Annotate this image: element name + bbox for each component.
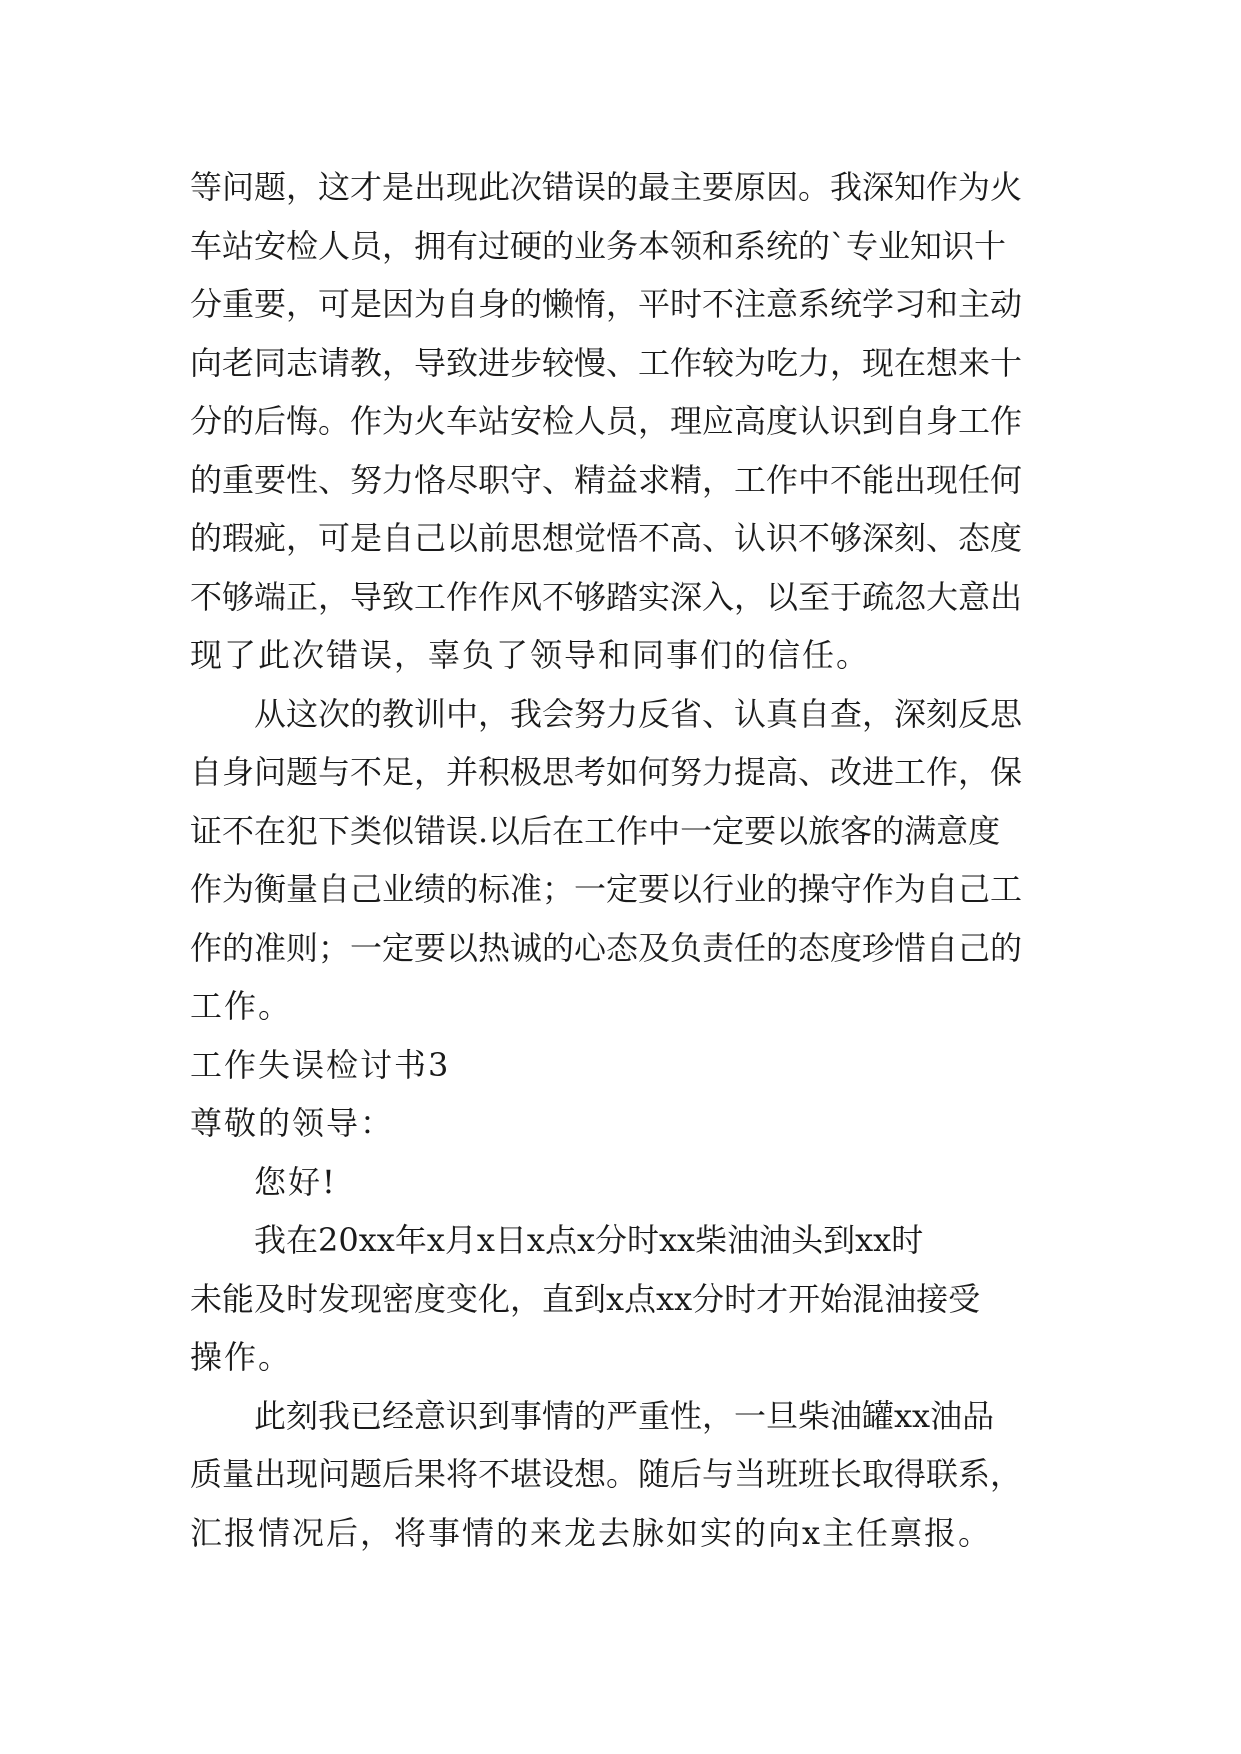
text-line: 分重要，可是因为自身的懒惰，平时不注意系统学习和主动: [190, 285, 1023, 323]
text-line: 从这次的教训中，我会努力反省、认真自查，深刻反思: [254, 694, 1023, 733]
text-line: 的瑕疵，可是自己以前思想觉悟不高、认识不够深刻、态度: [190, 519, 1023, 557]
text-line: 等问题，这才是出现此次错误的最主要原因。我深知作为火: [190, 168, 1023, 206]
text-line: 向老同志请教，导致进步较慢、工作较为吃力，现在想来十: [190, 343, 1023, 382]
text-line: 汇报情况后，将事情的来龙去脉如实的向x主任禀报。: [190, 1513, 993, 1552]
text-line: 此刻我已经意识到事情的严重性，一旦柴油罐xx油品: [254, 1396, 995, 1435]
text-line: 作的准则；一定要以热诚的心态及负责任的态度珍惜自己的: [190, 928, 1023, 967]
document-body: [190, 158, 1070, 1562]
text-line: 的重要性、努力恪尽职守、精益求精，工作中不能出现任何: [190, 460, 1023, 499]
text-line: 分的后悔。作为火车站安检人员，理应高度认识到自身工作: [190, 402, 1023, 440]
text-line: 操作。: [190, 1338, 293, 1376]
text-line: 车站安检人员，拥有过硬的业务本领和系统的`专业知识十: [190, 226, 1007, 265]
text-line: 作为衡量自己业绩的标准；一定要以行业的操守作为自己工: [190, 870, 1023, 908]
text-line: 我在20xx年x月x日x点x分时xx柴油油头到xx时: [254, 1221, 924, 1259]
text-line: 质量出现问题后果将不堪设想。随后与当班班长取得联系，: [190, 1455, 1023, 1493]
text-line: 不够端正，导致工作作风不够踏实深入，以至于疏忽大意出: [190, 577, 1023, 616]
text-line: 自身问题与不足，并积极思考如何努力提高、改进工作，保: [190, 753, 1023, 791]
text-line: 尊敬的领导：: [190, 1104, 395, 1142]
text-line: 未能及时发现密度变化，直到x点xx分时才开始混油接受: [190, 1279, 981, 1318]
text-line: 证不在犯下类似错误.以后在工作中一定要以旅客的满意度: [190, 811, 1001, 850]
text-line: 现了此次错误，辜负了领导和同事们的信任。: [190, 636, 871, 674]
text-line: 您好!: [254, 1162, 337, 1201]
text-line: 工作。: [190, 987, 293, 1025]
text-line: 工作失误检讨书3: [190, 1045, 451, 1084]
